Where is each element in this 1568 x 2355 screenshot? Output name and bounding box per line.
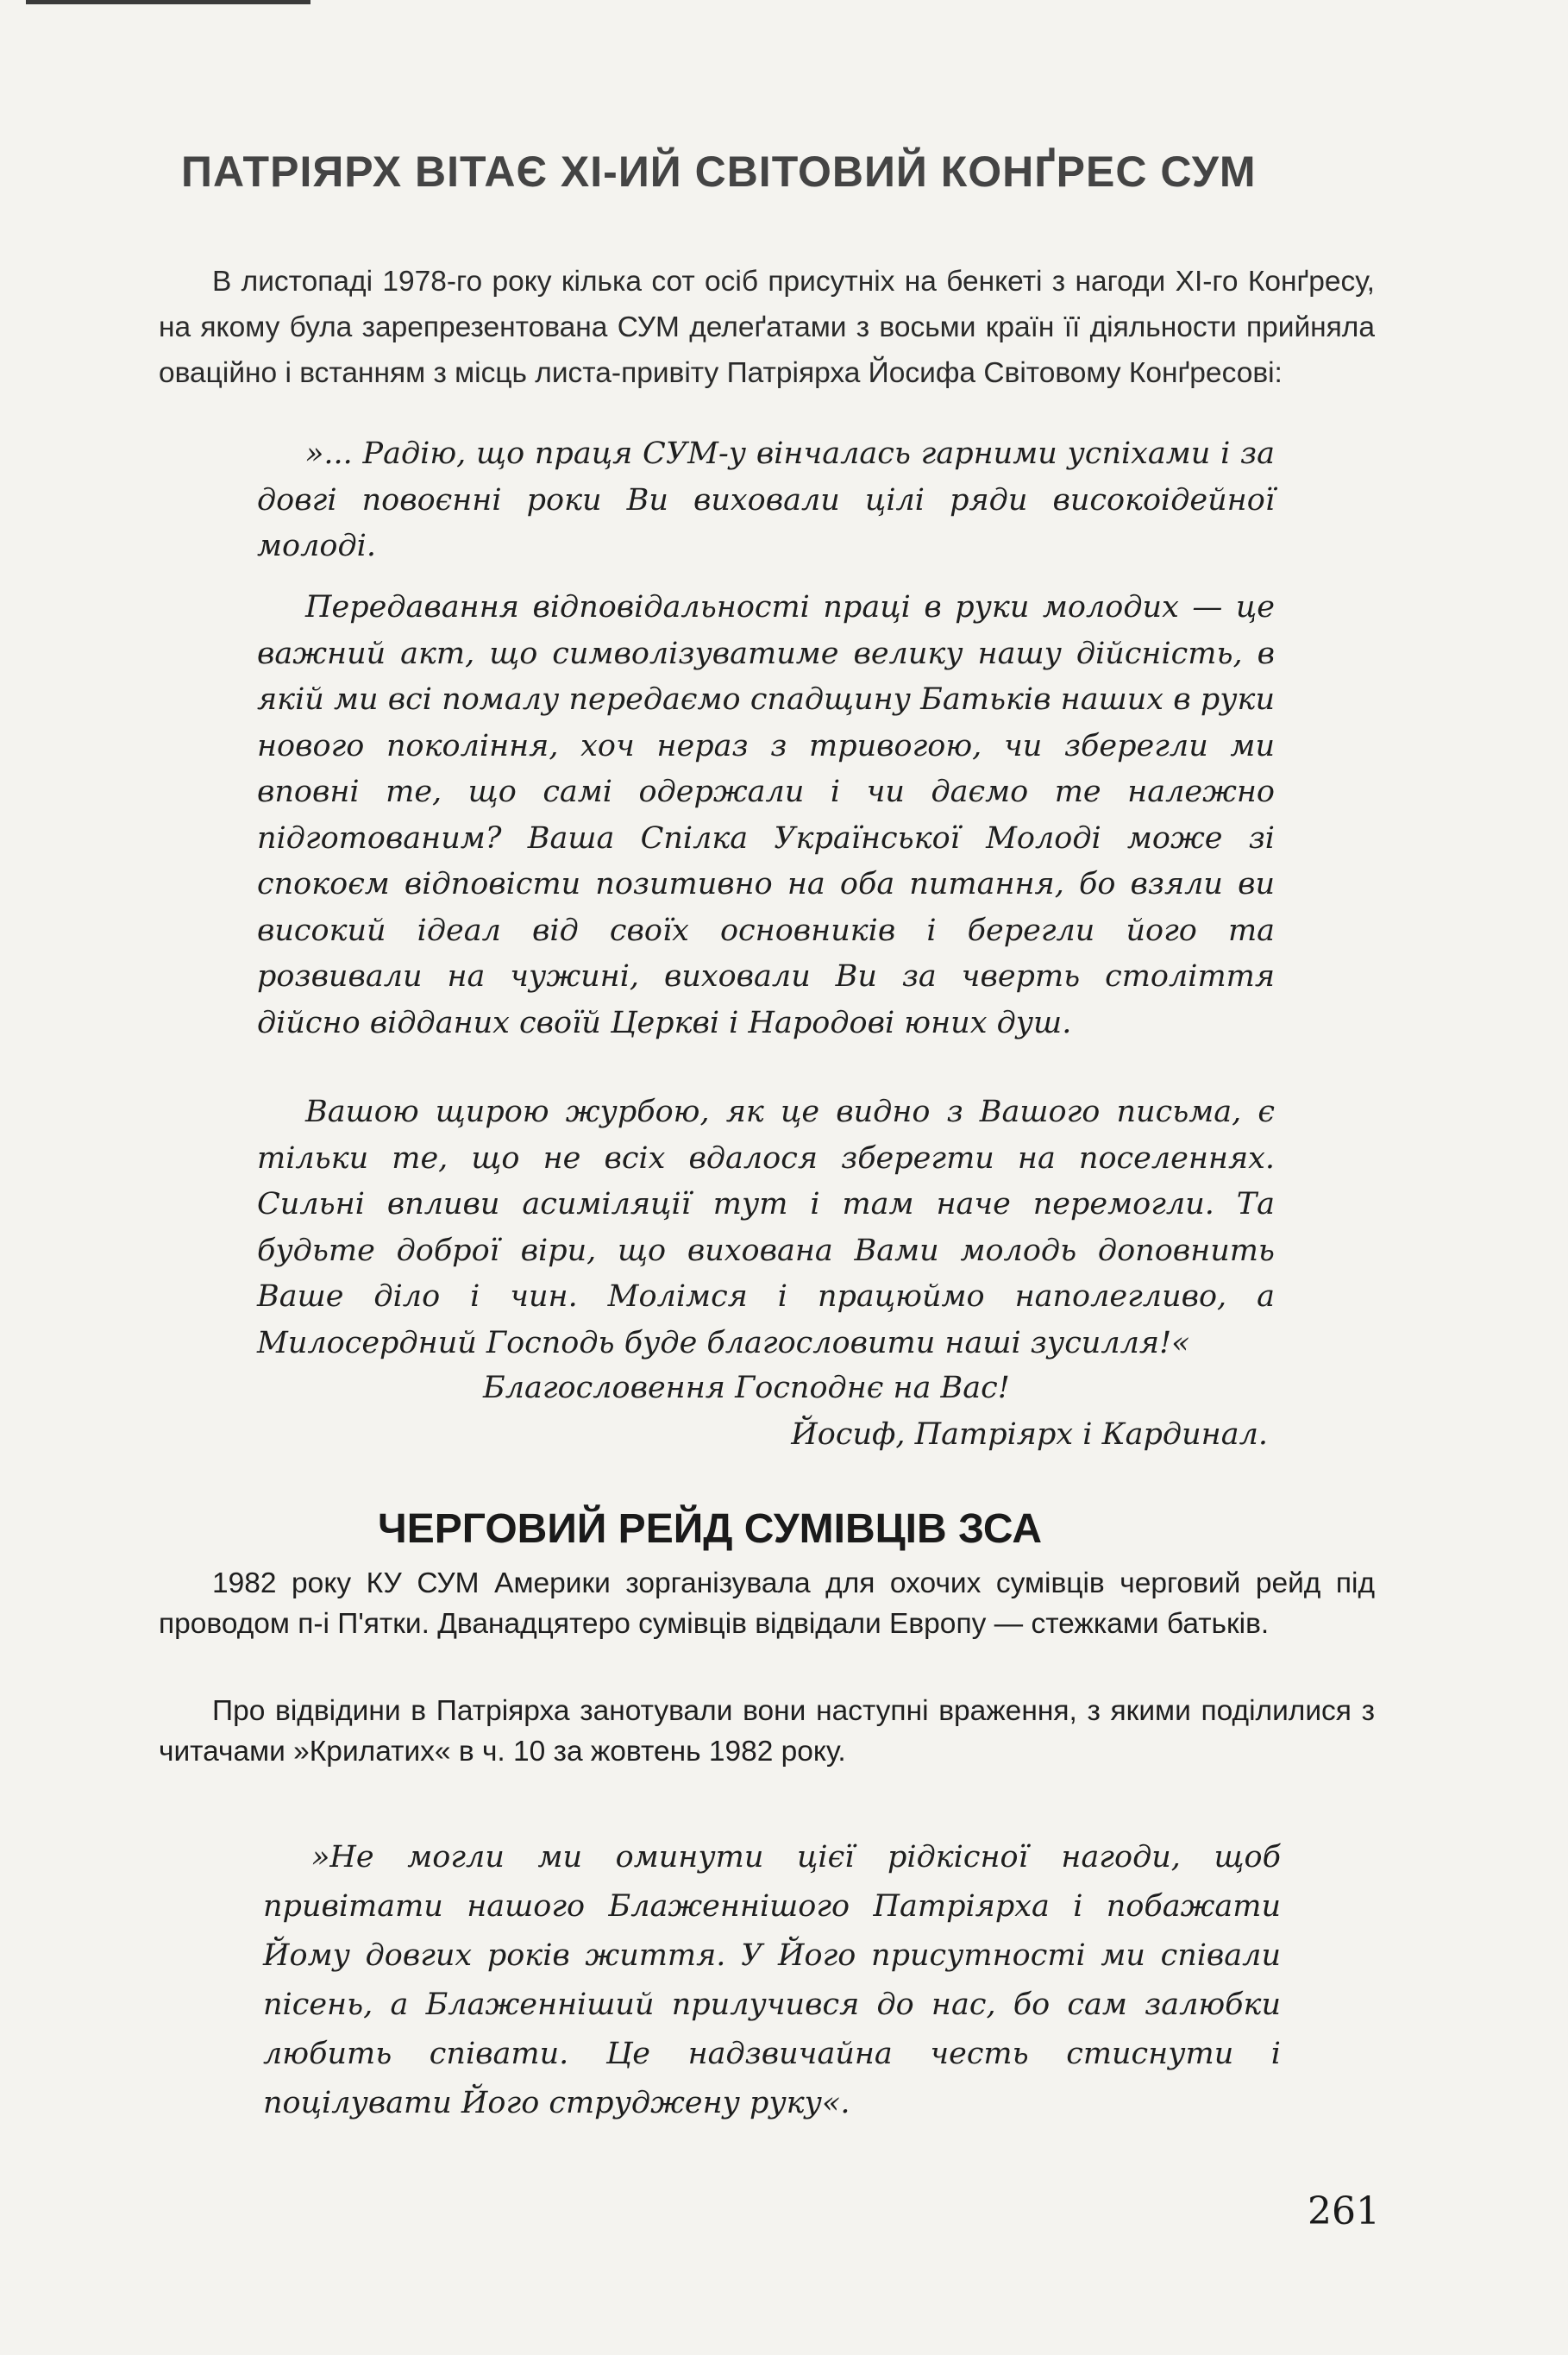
- article2-paragraph-1: 1982 року КУ СУМ Америки зорганізувала для охочих сумівців черговий рейд під проводом п-і П'ятки. Дванадцятеро сумівців відвідали Европу — стежками батьків.: [159, 1567, 1375, 1640]
- letter-paragraph-2: Передавання відповідальності праці в руки молодих — це важний акт, що символізуватиме велику нашу дійсність, в якій ми всі помалу передаємо спадщину Батьків наших в руки нового покоління, хоч нераз з тривогою, чи зберегли ми вповні те, що самі одержали і чи даємо те належно підготованим? Ваша Спілка Української Молоді може зі спокоєм відповісти позитивно на оба питання, бо взяли ви високий ідеал від своїх основників і берегли його та розвивали на чужині, виховали Ви за чверть століття дійсно відданих своїй Церкві і Народові юних душ.: [257, 590, 1275, 1040]
- top-edge-line: [26, 0, 310, 4]
- article2-title: ЧЕРГОВИЙ РЕЙД СУМІВЦІВ ЗСА: [378, 1506, 1043, 1552]
- letter-paragraph-1: »... Радію, що праця СУМ-у вінчалась гарними успіхами і за довгі повоєнні роки Ви виховали цілі ряди високоідейної молоді.: [257, 436, 1275, 563]
- letter-paragraph-3: Вашою щирою журбою, як це видно з Вашого письма, є тільки те, що не всіх вдалося зберегти на поселеннях. Сильні впливи асиміляції тут і там наче перемогли. Та будьте доброї віри, що вихована Вами молодь доповнить Ваше діло і чин. Молімся і працюймо наполегливо, а Милосердний Господь буде благословити наші зусилля!«: [257, 1095, 1275, 1360]
- article2-paragraph-2: Про відвідини в Патріярха занотували вони наступні враження, з якими поділилися з читачами »Крилатих« в ч. 10 за жовтень 1982 року.: [159, 1695, 1375, 1768]
- letter-blessing: Благословення Господнє на Вас!: [483, 1371, 1010, 1405]
- article1-title: ПАТРІЯРХ ВІТАЄ ХІ-ИЙ СВІТОВИЙ КОНҐРЕС СУМ: [181, 148, 1257, 196]
- letter-signature: Йосиф, Патріярх і Кардинал.: [791, 1417, 1268, 1452]
- article1-intro: В листопаді 1978-го року кілька сот осіб присутніх на бенкеті з нагоди XI-го Конґресу, на якому була зарепрезентована СУМ делеґатами з восьми країн її діяльности прийняла оваційно і встанням з місць листа-привіту Патріярха Йосифа Світовому Конґресові:: [159, 266, 1375, 389]
- article2-quote: »Не могли ми оминути цієї рідкісної нагоди, щоб привітати нашого Блаженнішого Патріярха і побажати Йому довгих років життя. У Його присутності ми співали пісень, а Блаженніший прилучився до нас, бо сам залюбки любить співати. Це надзвичайна честь стиснути і поцілувати Його струджену руку«.: [263, 1840, 1281, 2120]
- page-number: 261: [1308, 2189, 1380, 2233]
